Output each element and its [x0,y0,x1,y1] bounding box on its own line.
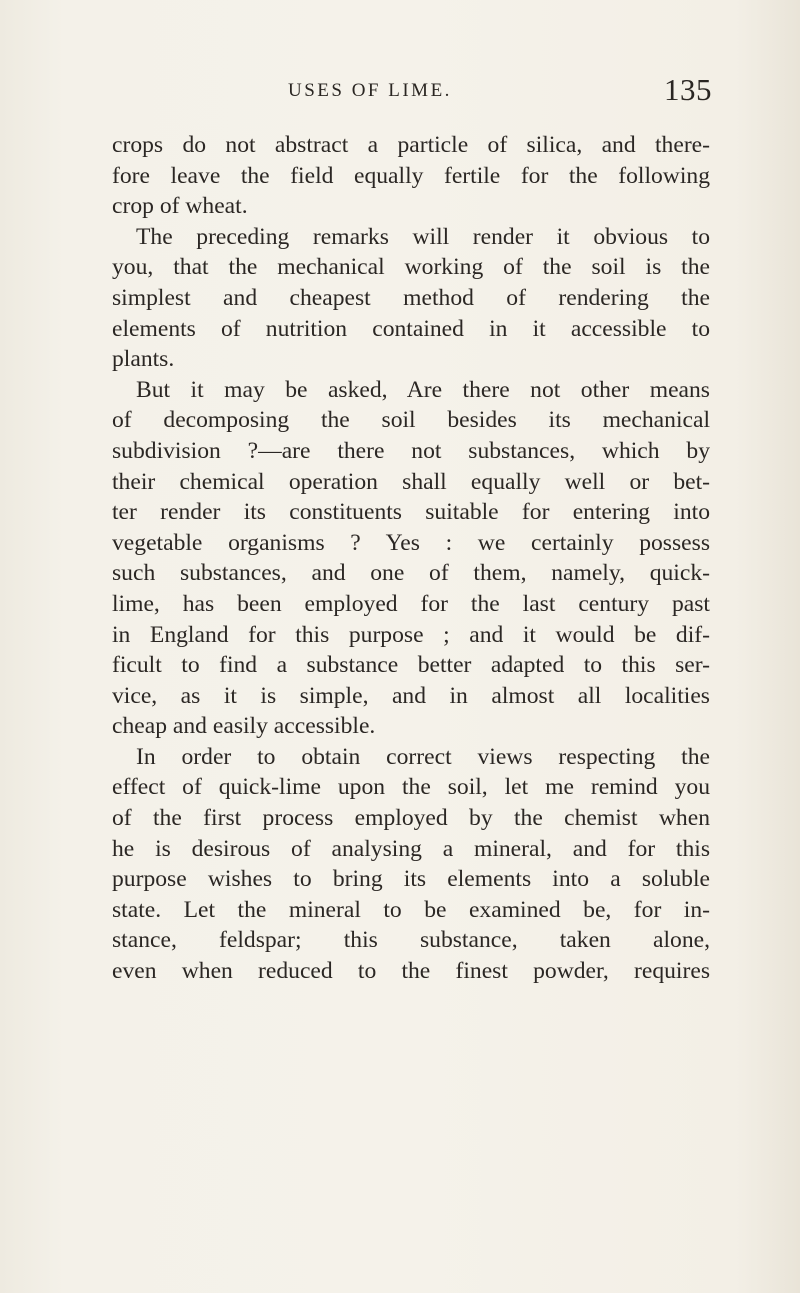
text-line: elements of nutrition contained in it accessible to [112,315,710,342]
text-line: The preceding remarks will render it obvious to [136,223,710,250]
text-line: their chemical operation shall equally well or bet- [112,468,710,495]
text-line: even when reduced to the finest powder, requires [112,958,710,985]
text-line: of decomposing the soil besides its mechanical [112,407,710,434]
text-line: crops do not abstract a particle of silica, and there- [112,132,710,158]
text-line: effect of quick-lime upon the soil, let me remind you [112,774,710,801]
paragraph [112,222,710,375]
text-line: you, that the mechanical working of the soil is the [112,254,710,281]
paragraph [112,130,710,222]
text-line: plants. [112,346,175,373]
paragraph [112,375,710,742]
text-line: fore leave the field equally fertile for the following [112,162,710,189]
text-line: simplest and cheapest method of rendering the [112,284,710,311]
body-text [112,130,710,987]
text-line: crop of wheat. [112,193,248,220]
text-line: In order to obtain correct views respecting the [136,743,710,770]
text-line: such substances, and one of them, namely, quick- [112,560,710,587]
text-line: state. Let the mineral to be examined be, for in- [112,896,710,923]
text-line: purpose wishes to bring its elements into a soluble [112,866,710,893]
text-line: vice, as it is simple, and in almost all localities [112,682,710,709]
text-line: vegetable organisms ? Yes : we certainly possess [112,529,710,556]
paragraph [112,742,710,987]
text-line: subdivision ?—are there not substances, which by [112,437,710,464]
text-line: stance, feldspar; this substance, taken alone, [112,927,710,954]
text-line: of the first process employed by the chemist when [112,805,710,832]
text-line: But it may be asked, Are there not other means [136,376,710,403]
running-head [110,74,712,114]
running-title: USES OF LIME. [288,80,452,101]
page-number: 135 [664,72,712,107]
text-line: ficult to find a substance better adapted to this ser- [112,652,710,679]
text-line: in England for this purpose ; and it would be dif- [112,621,710,648]
text-line: lime, has been employed for the last century past [112,590,710,617]
text-line: cheap and easily accessible. [112,713,376,740]
text-line: he is desirous of analysing a mineral, and for this [112,835,710,862]
text-line: ter render its constituents suitable for entering into [112,499,710,526]
